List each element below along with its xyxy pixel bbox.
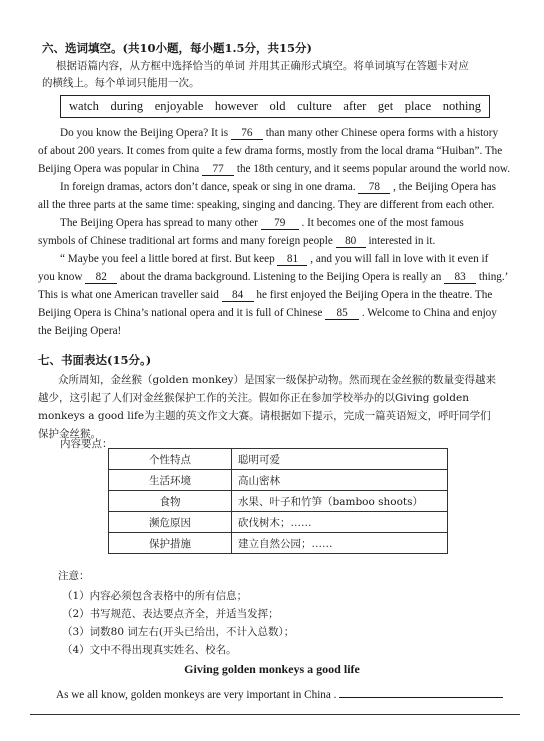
blank-84[interactable]: 84 — [222, 290, 254, 302]
passage-text: In foreign dramas, actors don’t dance, speak or sing in one drama. — [60, 181, 356, 193]
word-bank-item: place — [404, 99, 432, 113]
bottom-divider — [30, 714, 520, 715]
table-row — [109, 512, 448, 533]
word-bank-item: during — [110, 99, 144, 113]
word-bank-item: however — [214, 99, 258, 113]
table-cell-key: 濒危原因 — [109, 512, 232, 533]
essay-start-text: As we all know, golden monkeys are very important in China . — [56, 689, 337, 701]
passage-text: Beijing Opera is China’s national opera and it is full of Chinese — [38, 307, 323, 319]
word-bank-item: enjoyable — [154, 99, 204, 113]
passage-line — [60, 218, 464, 230]
word-bank-box — [60, 95, 490, 118]
section7-intro-2: 越少，这引起了人们对金丝猴保护工作的关注。假如你正在参加学校举办的以Giving golden — [38, 392, 469, 404]
section7-intro-4: 保护金丝猴。 — [38, 428, 101, 440]
passage-line — [38, 272, 508, 284]
blank-79[interactable]: 79 — [261, 218, 299, 230]
table-cell-value: 建立自然公园；…… — [232, 533, 448, 554]
passage-line — [60, 254, 488, 266]
table-cell-value: 聪明可爱 — [232, 449, 448, 470]
table-cell-key: 个性特点 — [109, 449, 232, 470]
table-cell-key: 保护措施 — [109, 533, 232, 554]
passage-text: . Welcome to China and enjoy — [361, 307, 497, 319]
note-item: （2）书写规范、表达要点齐全，并适当发挥； — [62, 608, 279, 620]
passage-text: he first enjoyed the Beijing Opera in the theatre. The — [256, 289, 493, 301]
passage-line — [38, 290, 492, 302]
passage-text: than many other Chinese opera forms with a history — [265, 127, 499, 139]
section6-instruction-1: 根据语篇内容，从方框中选择恰当的单词 并用其正确形式填空。将单词填写在答题卡对应 — [56, 60, 469, 72]
passage-text: “ Maybe you feel a little bored at first. But keep — [60, 253, 275, 265]
passage-text: Beijing Opera was popular in China — [38, 163, 200, 175]
passage-text: , the Beijing Opera has — [393, 181, 496, 193]
word-bank-item: culture — [297, 99, 332, 113]
word-bank-item: get — [377, 99, 394, 113]
blank-81[interactable]: 81 — [277, 254, 307, 266]
word-bank-item: watch — [69, 99, 99, 113]
section6-instruction-2: 的横线上。每个单词只能用一次。 — [42, 77, 200, 89]
passage-line — [60, 182, 496, 194]
note-item: （3）词数80 词左右(开头已给出，不计入总数）； — [62, 626, 295, 638]
essay-answer-line[interactable] — [339, 685, 503, 698]
section6-heading: 六、选词填空。(共10小题，每小题1.5分，共15分) — [42, 41, 312, 55]
passage-text: Do you know the Beijing Opera? It is — [60, 127, 229, 139]
blank-80[interactable]: 80 — [336, 236, 366, 248]
blank-77[interactable]: 77 — [202, 164, 234, 176]
passage-text: the 18th century, and it seems popular around the world now. — [236, 163, 511, 175]
section7-intro-3: monkeys a good life为主题的英文作文大赛。请根据如下提示，完成一篇英语短文，呼吁同学们 — [38, 410, 491, 422]
passage-line: all the three parts at the same time: speaking, singing and dancing. They are different from each other. — [38, 199, 495, 211]
section7-intro-1: 众所周知，金丝猴（golden monkey）是国家一级保护动物。然而现在金丝猴的数量变得越来 — [58, 374, 496, 386]
essay-start-line — [56, 685, 503, 701]
section7-heading: 七、书面表达(15分。) — [38, 353, 152, 367]
passage-line: the Beijing Opera! — [38, 325, 122, 337]
content-points-table — [108, 448, 448, 554]
passage-text: , and you will fall in love with it even if — [310, 253, 489, 265]
table-cell-key: 食物 — [109, 491, 232, 512]
table-row — [109, 470, 448, 491]
table-row — [109, 533, 448, 554]
passage-text: thing.’ — [478, 271, 509, 283]
passage-line — [38, 308, 497, 320]
passage-line: of about 200 years. It comes from quite a few drama forms, mostly from the local drama “Huiban”. The — [38, 145, 503, 157]
passage-line — [60, 128, 498, 140]
table-cell-value: 砍伐树木；…… — [232, 512, 448, 533]
blank-76[interactable]: 76 — [231, 128, 263, 140]
note-item: （1）内容必须包含表格中的所有信息； — [62, 590, 248, 602]
blank-82[interactable]: 82 — [85, 272, 117, 284]
content-points-label: 内容要点： — [60, 438, 113, 450]
note-item: （4）文中不得出现真实姓名、校名。 — [62, 644, 237, 656]
essay-title: Giving golden monkeys a good life — [184, 662, 360, 676]
blank-83[interactable]: 83 — [444, 272, 476, 284]
word-bank-item: nothing — [442, 99, 481, 113]
passage-text: interested in it. — [368, 235, 436, 247]
blank-78[interactable]: 78 — [358, 182, 390, 194]
passage-text: . It becomes one of the most famous — [301, 217, 464, 229]
passage-line — [38, 236, 435, 248]
word-bank-item: after — [343, 99, 367, 113]
passage-text: about the drama background. Listening to the Beijing Opera is really an — [120, 271, 442, 283]
passage-text: The Beijing Opera has spread to many other — [60, 217, 258, 229]
table-row — [109, 449, 448, 470]
passage-line — [38, 164, 510, 176]
word-bank-item: old — [269, 99, 286, 113]
passage-text: symbols of Chinese traditional art forms and many foreign people — [38, 235, 333, 247]
table-cell-value: 高山密林 — [232, 470, 448, 491]
table-cell-key: 生活环境 — [109, 470, 232, 491]
table-row — [109, 491, 448, 512]
blank-85[interactable]: 85 — [325, 308, 359, 320]
table-cell-value: 水果、叶子和竹笋（bamboo shoots） — [232, 491, 448, 512]
notes-label: 注意： — [58, 570, 90, 582]
passage-text: you know — [38, 271, 83, 283]
passage-text: This is what one American traveller said — [38, 289, 219, 301]
